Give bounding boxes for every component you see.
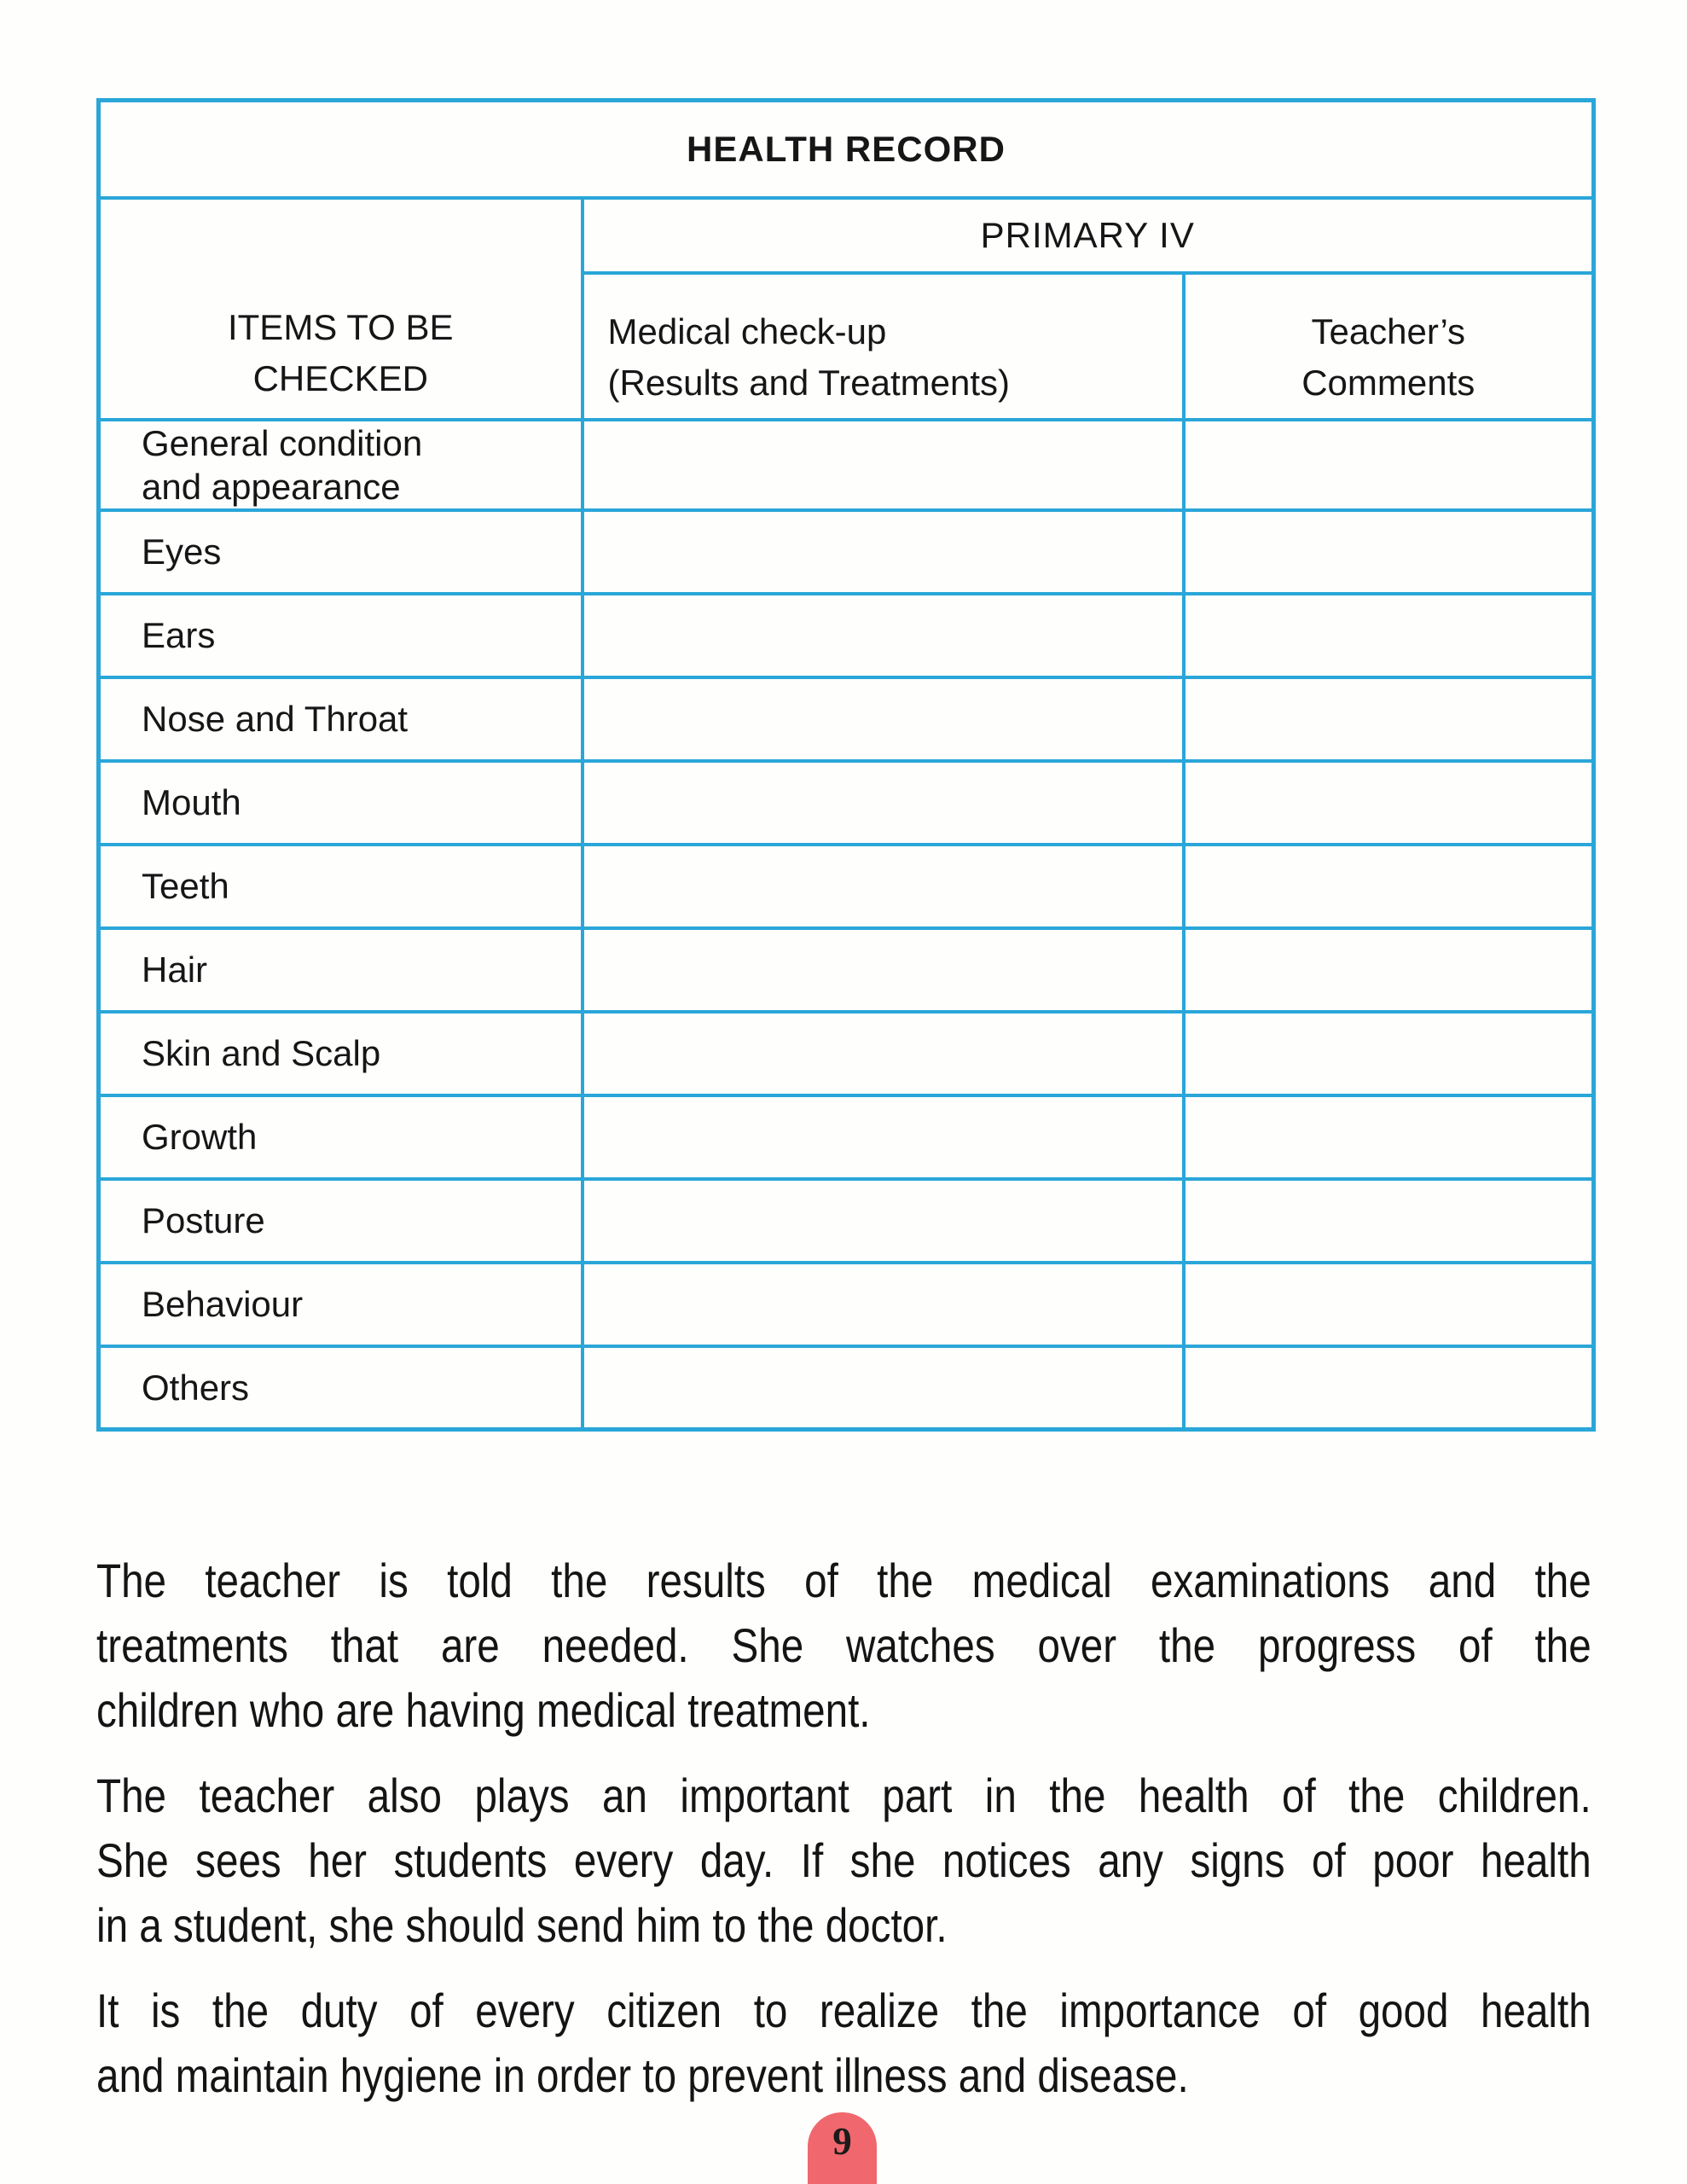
teacher-comments-cell (1184, 420, 1594, 510)
body-text (96, 1548, 1591, 2129)
teacher-comments-cell (1184, 594, 1594, 677)
medical-checkup-cell (583, 677, 1184, 761)
teacher-comments-cell (1184, 510, 1594, 594)
group-header-row (99, 198, 1594, 273)
paragraph-line: in a student, she should send him to the doctor. (96, 1898, 948, 1952)
table-row (99, 510, 1594, 594)
teacher-comments-cell (1184, 845, 1594, 928)
item-label-cell: Posture (99, 1179, 583, 1263)
paragraph-line: children who are having medical treatment. (96, 1683, 871, 1737)
table-row (99, 677, 1594, 761)
table-row (99, 1346, 1594, 1430)
paragraph (96, 1548, 1591, 1743)
table-title: HEALTH RECORD (99, 101, 1594, 198)
medical-checkup-cell (583, 594, 1184, 677)
item-label-cell: Behaviour (99, 1263, 583, 1346)
teacher-comments-cell (1184, 1263, 1594, 1346)
title-row (99, 101, 1594, 198)
table-row (99, 1179, 1594, 1263)
item-label-cell: Others (99, 1346, 583, 1430)
table-row (99, 420, 1594, 510)
item-label-cell: Teeth (99, 845, 583, 928)
medical-checkup-cell (583, 761, 1184, 845)
paragraph-line: It is the duty of every citizen to realize the importance of good health (96, 1984, 1591, 2037)
col-header-items-to-be-checked: ITEMS TO BE CHECKED (99, 198, 583, 420)
group-header-primary-iv: PRIMARY IV (583, 198, 1594, 273)
table-row (99, 1012, 1594, 1095)
medical-checkup-cell (583, 510, 1184, 594)
item-label-cell: Growth (99, 1095, 583, 1179)
medical-checkup-cell (583, 1095, 1184, 1179)
paragraph-line: and maintain hygiene in order to prevent illness and disease. (96, 2048, 1189, 2102)
paragraph-line: The teacher is told the results of the medical examinations and the (96, 1554, 1591, 1607)
paragraph (96, 1763, 1591, 1958)
item-label-cell: General condition and appearance (99, 420, 583, 510)
teacher-comments-cell (1184, 1346, 1594, 1430)
item-label-cell: Mouth (99, 761, 583, 845)
teacher-comments-cell (1184, 1095, 1594, 1179)
medical-checkup-cell (583, 1179, 1184, 1263)
medical-checkup-cell (583, 845, 1184, 928)
page-number: 9 (832, 2120, 852, 2163)
medical-checkup-cell (583, 928, 1184, 1012)
paragraph-line: The teacher also plays an important part in the health of the children. (96, 1769, 1591, 1822)
paragraph-line: treatments that are needed. She watches over the progress of the (96, 1618, 1591, 1672)
item-label-cell: Hair (99, 928, 583, 1012)
medical-checkup-cell (583, 1012, 1184, 1095)
table-row (99, 845, 1594, 928)
table-row (99, 761, 1594, 845)
paragraph (96, 1978, 1591, 2108)
health-record-table (96, 98, 1596, 1432)
teacher-comments-cell (1184, 1012, 1594, 1095)
item-label-cell: Skin and Scalp (99, 1012, 583, 1095)
page-number-tab (808, 2112, 877, 2184)
table-row (99, 928, 1594, 1012)
teacher-comments-cell (1184, 928, 1594, 1012)
table-row (99, 1263, 1594, 1346)
item-label-cell: Nose and Throat (99, 677, 583, 761)
teacher-comments-cell (1184, 677, 1594, 761)
col-header-medical-checkup: Medical check-up (Results and Treatments) (583, 273, 1184, 420)
paragraph-line: She sees her students every day. If she notices any signs of poor health (96, 1833, 1591, 1887)
table-row (99, 1095, 1594, 1179)
col-header-teachers-comments: Teacher’s Comments (1184, 273, 1594, 420)
item-label-cell: Ears (99, 594, 583, 677)
medical-checkup-cell (583, 1263, 1184, 1346)
item-label-cell: Eyes (99, 510, 583, 594)
medical-checkup-cell (583, 420, 1184, 510)
teacher-comments-cell (1184, 761, 1594, 845)
table-row (99, 594, 1594, 677)
medical-checkup-cell (583, 1346, 1184, 1430)
teacher-comments-cell (1184, 1179, 1594, 1263)
